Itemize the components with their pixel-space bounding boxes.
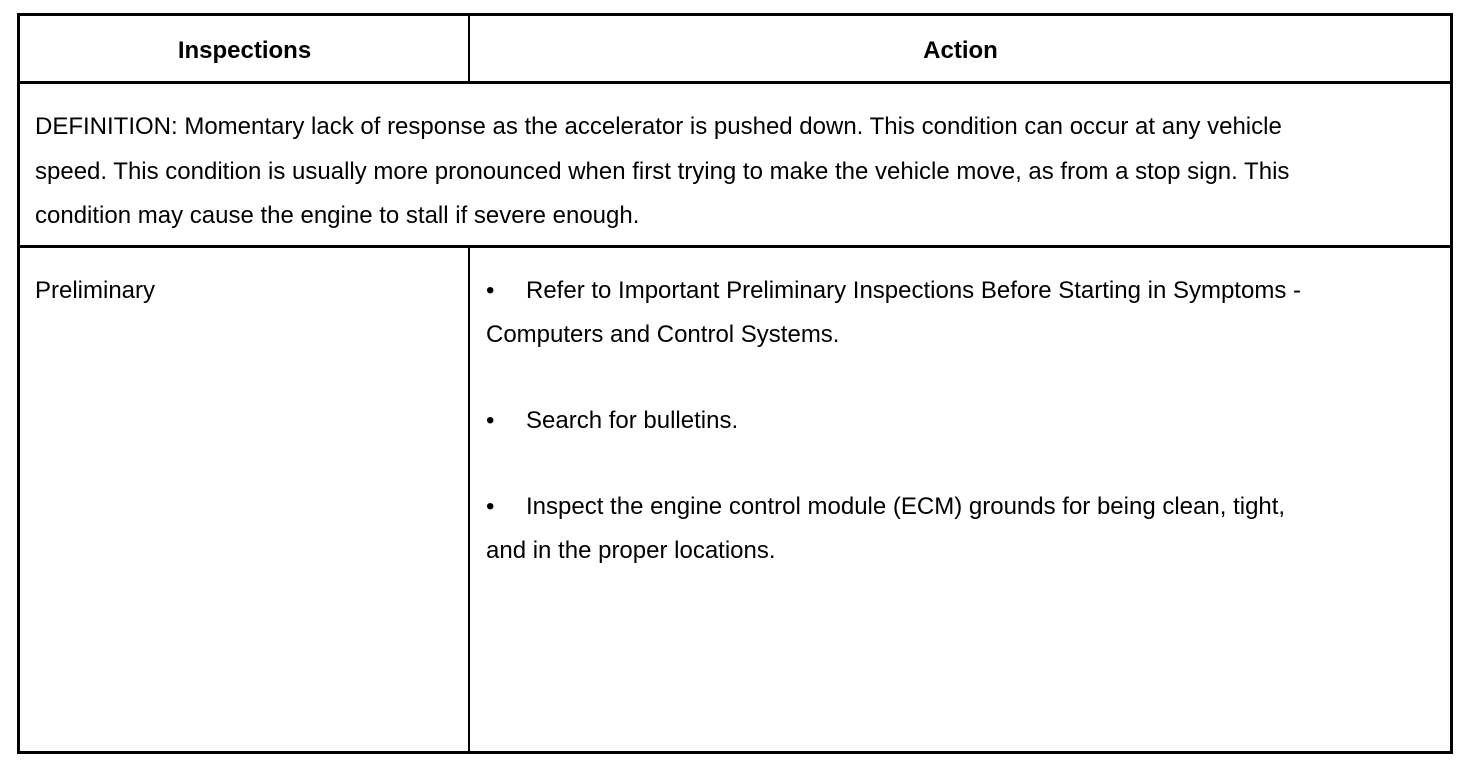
- table-header-row: [20, 16, 1450, 84]
- action-text: Refer to Important Preliminary Inspections Before Starting in Symptoms - Computers and Control Systems.: [486, 277, 1301, 348]
- inspection-cell: Preliminary: [35, 277, 156, 304]
- column-divider: [468, 248, 470, 751]
- action-item: [486, 269, 1306, 357]
- header-action: Action: [923, 37, 998, 64]
- action-text: Search for bulletins.: [526, 407, 739, 434]
- column-divider: [468, 16, 470, 81]
- action-cell: [486, 269, 1306, 615]
- table-row: [20, 248, 1450, 751]
- bullet-icon: •: [486, 493, 495, 520]
- action-item: [486, 399, 1306, 443]
- bullet-icon: •: [486, 277, 495, 304]
- bullet-icon: •: [486, 407, 495, 434]
- action-item: [486, 485, 1306, 573]
- header-inspections: Inspections: [177, 37, 312, 64]
- diagnostic-table: [17, 13, 1453, 754]
- action-text: Inspect the engine control module (ECM) grounds for being clean, tight, and in the proper locations.: [486, 493, 1286, 564]
- definition-row: [20, 84, 1450, 248]
- definition-text: DEFINITION: Momentary lack of response as the accelerator is pushed down. This condition can occur at any vehicle speed. This condition is usually more pronounced when first trying to make the vehicle move, as from a stop sign. This condition may cause the engine to stall if severe enough.: [35, 113, 1290, 229]
